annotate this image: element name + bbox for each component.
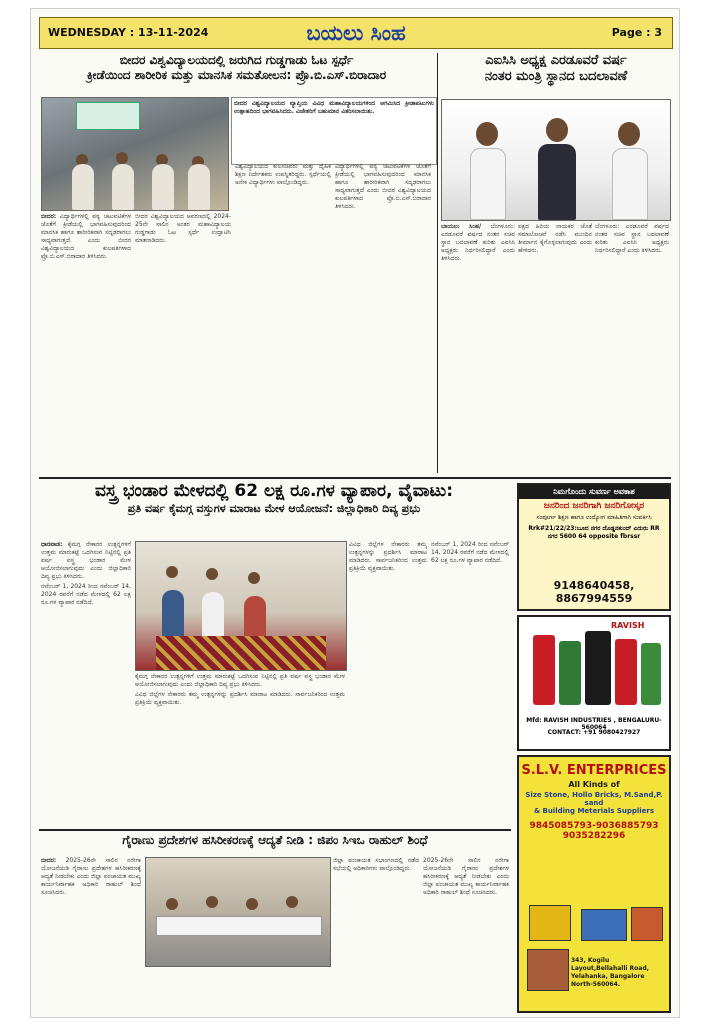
aicc-column-3 <box>595 223 669 473</box>
university-para-2: ಬೀದರ ವಿಶ್ವವಿದ್ಯಾಲಯದ ಆವರಣದಲ್ಲಿ 2024-25ನೇ ಸಾಲಿನ ಅಂತರ ಮಹಾವಿದ್ಯಾಲಯ ಗುಡ್ಡಗಾಡು ಓಟ ಸ್ಪರ್ಧೆ ಉದ್ಘಾಟಿಸಿ ಮಾತನಾಡಿದರು. <box>135 213 231 244</box>
page-number: Page : 3 <box>611 26 662 39</box>
ad-slv-name: S.L.V. ENTERPRICES <box>521 763 667 778</box>
greening-column-1 <box>41 857 141 1013</box>
greening-para-2: ಜಿಲ್ಲಾ ಪಂಚಾಯತ ಸಭಾಂಗಣದಲ್ಲಿ ನಡೆದ ಸಭೆಯಲ್ಲಿ ಅಧಿಕಾರಿಗಳು ಪಾಲ್ಗೊಂಡಿದ್ದರು. <box>333 857 419 872</box>
aicc-column-1 <box>441 223 515 473</box>
house-icon <box>527 949 569 991</box>
ad-ravish-contact: CONTACT: +91 9080427927 <box>547 729 641 736</box>
university-dateline: ಬೀದರ: <box>41 213 57 220</box>
truck-icon <box>581 909 627 941</box>
newspaper-page <box>30 8 680 1018</box>
greening-column-2 <box>333 857 419 1013</box>
textile-para-6: ವಿವಿಧ ಜಿಲ್ಲೆಗಳ ನೇಕಾರರು ತಮ್ಮ ಉತ್ಪನ್ನಗಳನ್ನು ಪ್ರದರ್ಶಿಸಿ ಮಾರಾಟ ಮಾಡಿದರು. ಸಾರ್ವಜನಿಕರಿಂದ ಉತ್ತಮ ಪ್ರತಿಕ್ರಿಯೆ ವ್ಯಕ್ತವಾಯಿತು. <box>135 691 345 706</box>
greening-para-1: 2025-26ನೇ ಸಾಲಿನ ನರೇಗಾ ಯೋಜನೆಯಡಿ ಗೈರಾಣು ಪ್ರದೇಶಗಳ ಹಸಿರೀಕರಣಕ್ಕೆ ಆದ್ಯತೆ ನೀಡಬೇಕು ಎಂದು ಜಿಲ್ಲಾ ಪಂಚಾಯತ ಮುಖ್ಯ ಕಾರ್ಯನಿರ್ವಾಹಕ ಅಧಿಕಾರಿ ರಾಹುಲ್ ಶಿಂಧೆ ಸೂಚಿಸಿದರು. <box>41 857 141 896</box>
ad-slv-enterprises <box>517 755 671 1013</box>
university-para-1: ವಿದ್ಯಾರ್ಥಿಗಳಲ್ಲಿ ಪಠ್ಯ ಚಟುವಟಿಕೆಗಳ ಜೊತೆಗೆ ಕ್ರೀಡೆಯಲ್ಲಿ ಭಾಗವಹಿಸುವುದರಿಂದ ಮಾನಸಿಕ ಹಾಗೂ ಶಾರೀರಿಕವಾಗಿ ಸದೃಢರಾಗಲು ಸಾಧ್ಯವಾಗುತ್ತದೆ ಎಂದು ಬೀದರ ವಿಶ್ವವಿದ್ಯಾಲಯದ ಕುಲಪತಿಗಳಾದ ಪ್ರೊ.ಬಿ.ಎಸ್.ಬಿರಾದಾರ ತಿಳಿಸಿದರು. <box>41 213 131 260</box>
ad-slv-line1: All Kinds of <box>568 780 620 789</box>
story-aicc-headline <box>441 53 671 97</box>
ad-slv-line2: Size Stone, Hollo Bricks, M.Sand,P. sand <box>525 791 663 807</box>
greening-column-3 <box>423 857 509 1013</box>
university-para-4: ವಿದ್ಯಾರ್ಥಿಗಳಲ್ಲಿ ಪಠ್ಯ ಚಟುವಟಿಕೆಗಳ ಜೊತೆಗೆ ಕ್ರೀಡೆಯಲ್ಲಿ ಭಾಗವಹಿಸುವುದರಿಂದ ಮಾನಸಿಕ ಹಾಗೂ ಶಾರೀರಿಕವಾಗಿ ಸದೃಢರಾಗಲು ಸಾಧ್ಯವಾಗುತ್ತದೆ ಎಂದು ಬೀದರ ವಿಶ್ವವಿದ್ಯಾಲಯದ ಕುಲಪತಿಗಳಾದ ಪ್ರೊ.ಬಿ.ಎಸ್.ಬಿರಾದಾರ ತಿಳಿಸಿದರು. <box>335 163 431 210</box>
ad-slv-address: 343, Kogilu Layout,Bellahalli Road, Yelahanka, Bangalore North-560064. <box>571 957 649 988</box>
aicc-para-1: ಬೆಂಗಳೂರು: ಎರಡೂವರೆ ವರ್ಷದ ನಂತರ ಸಚಿವ ಸ್ಥಾನ ಬದಲಾವಣೆ ಕುರಿತು ಎಐಸಿಸಿ ಅಧ್ಯಕ್ಷರು ನಿರ್ಧರಿಸಲಿದ್ದಾರೆ ಎಂದು ತಿಳಿಸಿದರು. <box>441 223 515 262</box>
bricks-icon <box>631 907 663 941</box>
story-aicc-title-1: ಎಐಸಿಸಿ ಅಧ್ಯಕ್ಷ ಎರಡೂವರೆ ವರ್ಷ <box>485 53 627 68</box>
textile-para-3: ವಿವಿಧ ಜಿಲ್ಲೆಗಳ ನೇಕಾರರು ತಮ್ಮ ಉತ್ಪನ್ನಗಳನ್ನು ಪ್ರದರ್ಶಿಸಿ ಮಾರಾಟ ಮಾಡಿದರು. ಸಾರ್ವಜನಿಕರಿಂದ ಉತ್ತಮ ಪ್ರತಿಕ್ರಿಯೆ ವ್ಯಕ್ತವಾಯಿತು. <box>349 541 427 572</box>
ad-slv-line3: & Building Meterials Suppliers <box>533 807 655 815</box>
university-column-3 <box>235 163 331 473</box>
ad-ravish-brand: RAVISH <box>611 621 645 630</box>
greening-dateline: ಬೀದರ: <box>41 857 57 864</box>
university-highlight-text: ಬೀದರ ವಿಶ್ವವಿದ್ಯಾಲಯದ ವ್ಯಾಪ್ತಿಯ ವಿವಿಧ ಮಹಾವಿದ್ಯಾಲಯಗಳಿಂದ ಆಗಮಿಸಿದ ಕ್ರೀಡಾಪಟುಗಳು ಉತ್ಸಾಹದಿಂದ ಭಾಗವಹಿಸಿದರು. ವಿಜೇತರಿಗೆ ಬಹುಮಾನ ವಿತರಿಸಲಾಯಿತು. <box>234 100 434 115</box>
story-aicc-title-2: ನಂತರ ಮಂತ್ರಿ ಸ್ಥಾನದ ಬದಲಾವಣೆ <box>484 69 628 85</box>
politicians-photo <box>441 99 671 221</box>
story-textile-title: ವಸ್ತ್ರ ಭಂಡಾರ ಮೇಳದಲ್ಲಿ 62 ಲಕ್ಷ ರೂ.ಗಳ ವ್ಯಾಪಾರ, ವೈವಾಟು: <box>95 481 453 501</box>
textile-para-5: ಕೈಮಗ್ಗ ನೇಕಾರರ ಉತ್ಪನ್ನಗಳಿಗೆ ಉತ್ತಮ ಮಾರುಕಟ್ಟೆ ಒದಗಿಸುವ ನಿಟ್ಟಿನಲ್ಲಿ ಪ್ರತಿ ವರ್ಷ ವಸ್ತ್ರ ಭಂಡಾರ ಮೇಳ ಆಯೋಜಿಸಲಾಗುವುದು ಎಂದು ಜಿಲ್ಲಾಧಿಕಾರಿ ದಿವ್ಯ ಪ್ರಭು ತಿಳಿಸಿದರು. <box>135 673 345 688</box>
story-greening-title: ಗೈರಾಣು ಪ್ರದೇಶಗಳ ಹಸಿರೀಕರಣಕ್ಕೆ ಆದ್ಯತೆ ನೀಡಿ : ಜಿಪಂ ಸಿಇಒ ರಾಹುಲ್ ಶಿಂಧೆ <box>122 833 428 847</box>
ad-ravish-mfd: Mfd: RAVISH INDUSTRIES , BENGALURU-560064 <box>526 717 662 731</box>
university-column-2 <box>135 213 231 473</box>
ad-notice-title: ನಿಮಗೊಂದು ಸುವರ್ಣ ಅವಕಾಶ <box>519 485 669 499</box>
ad-notice-subtitle: ಜನರಿಂದ ಜನರಿಗಾಗಿ ಜನರಿಗೋಸ್ಕರ <box>543 501 645 511</box>
aicc-column-2 <box>518 223 592 473</box>
story-greening-headline <box>39 833 511 855</box>
aicc-para-3: ಬೆಂಗಳೂರು: ಎರಡೂವರೆ ವರ್ಷದ ನಂತರ ಸಚಿವ ಸ್ಥಾನ ಬದಲಾವಣೆ ಕುರಿತು ಎಐಸಿಸಿ ಅಧ್ಯಕ್ಷರು ನಿರ್ಧರಿಸಲಿದ್ದಾರೆ ಎಂದು ತಿಳಿಸಿದರು. <box>595 223 669 254</box>
ad-notice-address: Rrk#21/22/23:ಬೂದ ನಗರ ದೊಡ್ಡನಕುಂದ್ ಎದುರು RR ನಗರ 5600 64 opposite fbrssr <box>528 525 660 540</box>
textile-column-3 <box>349 541 427 825</box>
ad-slv-phone2: 9035282296 <box>562 831 626 841</box>
university-column-4 <box>335 163 431 473</box>
story-university-kicker: ಬೀದರ ವಿಶ್ವವಿದ್ಯಾಲಯದಲ್ಲಿ ಜರುಗಿದ ಗುಡ್ಡಗಾಡು ಓಟ ಸ್ಪರ್ಧೆ <box>119 53 354 67</box>
university-para-3: ವಿಶ್ವವಿದ್ಯಾಲಯದ ಕುಲಸಚಿವರು ಮತ್ತು ದೈಹಿಕ ಶಿಕ್ಷಣ ನಿರ್ದೇಶಕರು ಉಪಸ್ಥಿತರಿದ್ದರು. ಸ್ಪರ್ಧೆಯಲ್ಲಿ ಅನೇಕ ವಿದ್ಯಾರ್ಥಿಗಳು ಪಾಲ್ಗೊಂಡಿದ್ದರು. <box>235 163 331 186</box>
textile-para-2: ನವೆಂಬರ್ 1, 2024 ರಿಂದ ನವೆಂಬರ್ 14, 2024 ರವರೆಗೆ ನಡೆದ ಮೇಳದಲ್ಲಿ 62 ಲಕ್ಷ ರೂ.ಗಳ ವ್ಯಾಪಾರ ನಡೆದಿದೆ. <box>41 583 131 606</box>
masthead <box>39 17 673 49</box>
textile-para-1: ಕೈಮಗ್ಗ ನೇಕಾರರ ಉತ್ಪನ್ನಗಳಿಗೆ ಉತ್ತಮ ಮಾರುಕಟ್ಟೆ ಒದಗಿಸುವ ನಿಟ್ಟಿನಲ್ಲಿ ಪ್ರತಿ ವರ್ಷ ವಸ್ತ್ರ ಭಂಡಾರ ಮೇಳ ಆಯೋಜಿಸಲಾಗುವುದು ಎಂದು ಜಿಲ್ಲಾಧಿಕಾರಿ ದಿವ್ಯ ಪ್ರಭು ತಿಳಿಸಿದರು. <box>41 541 131 580</box>
story-university-title: ಕ್ರೀಡೆಯಿಂದ ಶಾರೀರಿಕ ಮತ್ತು ಮಾನಸಿಕ ಸಮತೋಲನ: ಪ್ರೊ.ಬಿ.ಎಸ್.ಬಿರಾದಾರ <box>86 68 387 82</box>
aicc-para-2: ಪಕ್ಷದ ಹಿರಿಯ ನಾಯಕರ ಜೊತೆ ಸಮಾಲೋಚನೆ ನಡೆಸಿ ಮುಂದಿನ ತೀರ್ಮಾನ ಕೈಗೊಳ್ಳಲಾಗುವುದು ಎಂದು ಹೇಳಿದರು. <box>518 223 592 254</box>
textile-para-4: ನವೆಂಬರ್ 1, 2024 ರಿಂದ ನವೆಂಬರ್ 14, 2024 ರವರೆಗೆ ನಡೆದ ಮೇಳದಲ್ಲಿ 62 ಲಕ್ಷ ರೂ.ಗಳ ವ್ಯಾಪಾರ ನಡೆದಿದೆ. <box>431 541 509 564</box>
excavator-icon <box>529 905 571 941</box>
story-university-headline <box>39 53 434 95</box>
story-textile-headline <box>39 481 509 537</box>
story-textile-subtitle: ಪ್ರತಿ ವರ್ಷ ಕೈಮಗ್ಗ ವಸ್ತುಗಳ ಮಾರಾಟ ಮೇಳ ಆಯೋಜನೆ: ಜಿಲ್ಲಾಧಿಕಾರಿ ದಿವ್ಯ ಪ್ರಭು <box>127 502 421 516</box>
ad-notice-body: ಸಂಪೂರ್ಣ ಶಿಕ್ಷಣ ಹಾಗೂ ಉದ್ಯೋಗ ಮಾಹಿತಿಗಾಗಿ ಸಂಪರ್ಕಿಸಿ <box>536 514 652 521</box>
ad-notice-phones: 9148640458, 8867994559 <box>553 579 635 605</box>
university-highlight-box <box>231 97 437 165</box>
greening-para-3: 2025-26ನೇ ಸಾಲಿನ ನರೇಗಾ ಯೋಜನೆಯಡಿ ಗೈರಾಣು ಪ್ರದೇಶಗಳ ಹಸಿರೀಕರಣಕ್ಕೆ ಆದ್ಯತೆ ನೀಡಬೇಕು ಎಂದು ಜಿಲ್ಲಾ ಪಂಚಾಯತ ಮುಖ್ಯ ಕಾರ್ಯನಿರ್ವಾಹಕ ಅಧಿಕಾರಿ ರಾಹುಲ್ ಶಿಂಧೆ ಸೂಚಿಸಿದರು. <box>423 857 509 896</box>
ad-ravish-industries <box>517 615 671 751</box>
meeting-photo <box>145 857 331 967</box>
issue-date: WEDNESDAY : 13-11-2024 <box>48 26 209 39</box>
ad-golden-opportunity <box>517 483 671 611</box>
textile-column-2 <box>135 673 345 825</box>
aicc-dateline: ಬಾಯಲು ಸಿಂಹ/ <box>441 223 482 230</box>
textile-column-1 <box>41 541 131 825</box>
textile-fair-photo <box>135 541 347 671</box>
textile-column-4 <box>431 541 509 825</box>
newspaper-title: ಬಯಲು ಸಿಂಹ <box>306 20 406 45</box>
university-column-1 <box>41 213 131 473</box>
ad-slv-phone1: 9845085793-9036885793 <box>529 821 659 831</box>
race-event-photo <box>41 97 229 211</box>
textile-dateline: ಧಾರವಾಡ: <box>41 541 63 548</box>
